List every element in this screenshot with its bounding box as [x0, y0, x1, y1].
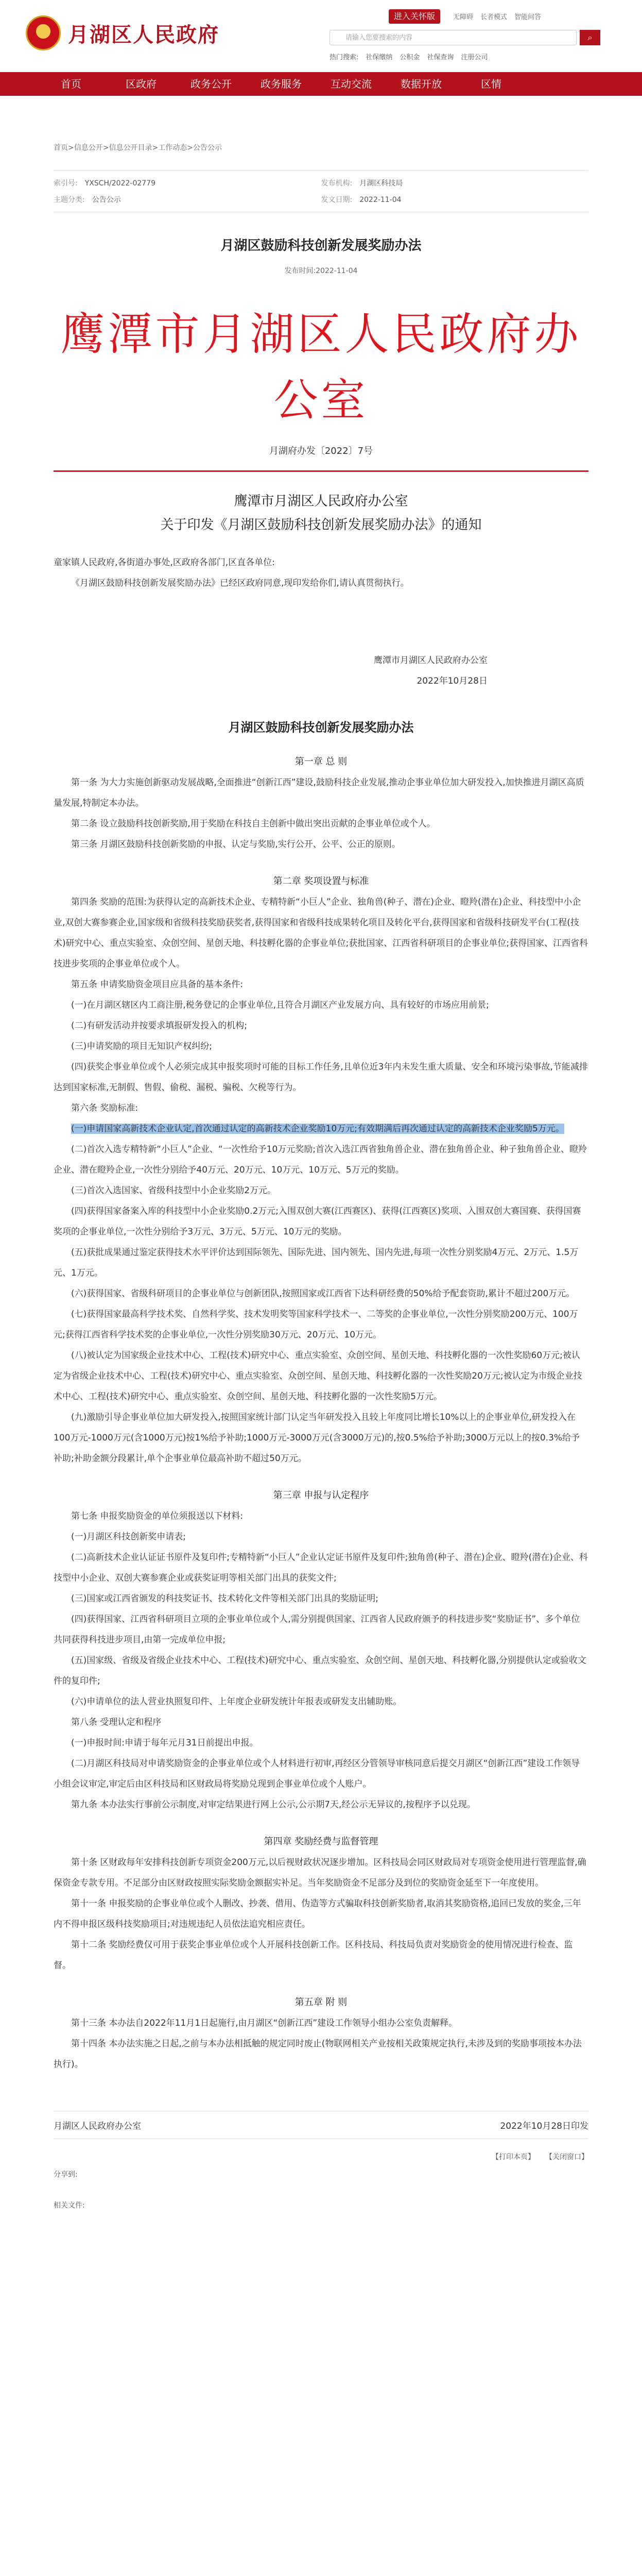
paragraph: 第二条 设立鼓励科技创新奖励,用于奖励在科技自主创新中做出突出贡献的企事业单位或个人。 — [71, 819, 436, 829]
search-input[interactable]: 请输入您要搜索的内容 — [329, 30, 577, 45]
paragraph: 第十二条 奖励经费仅可用于获奖企事业单位或个人开展科技创新工作。区科技局、科技局负责对奖励资金的使用情况进行检查、监督。 — [54, 1940, 573, 1971]
meta-label: 发布机构: — [321, 179, 353, 188]
paragraph: (四)获奖企事业单位或个人必须完成其申报奖项时可能的目标工作任务,且单位近3年内未发生重大质量、安全和环境污染事故,节能减排达到国家标准,无制假、售假、偷税、漏税、骗税、欠税等行为。 — [54, 1062, 588, 1093]
paragraph: (二)月湖区科技局对申请奖励资金的企事业单位或个人材料进行初审,再经区分管领导审核同意后提交月湖区“创新江西”建设工作领导小组会议审定,审定后由区科技局和区财政局将奖励兑现到企事业单位或个人账户。 — [54, 1758, 580, 1789]
rules-title: 月湖区鼓励科技创新发展奖励办法 — [228, 720, 414, 735]
notice-title-line: 关于印发《月湖区鼓励科技创新发展奖励办法》的通知 — [160, 517, 482, 533]
hot-link[interactable]: 注册公司 — [461, 54, 488, 61]
print-footer — [54, 2111, 588, 2139]
document-number: 月湖府办发〔2022〕7号 — [269, 446, 373, 456]
site-title: 月湖区人民政府 — [68, 23, 219, 47]
greeting: 童家镇人民政府,各街道办事处,区政府各部门,区直各单位: — [54, 557, 275, 568]
hot-link[interactable]: 社保缴纳 — [366, 54, 393, 61]
paragraph: 第九条 本办法实行事前公示制度,对审定结果进行网上公示,公示期7天,经公示无异议的,按程序予以兑现。 — [71, 1800, 476, 1810]
nav-service[interactable]: 政务服务 — [261, 78, 302, 90]
paragraph: 第十条 区财政每年安排科技创新专项资金200万元,以后视财政状况逐步增加。区科技局会同区财政局对专项资金使用进行管理监督,确保资金专款专用。不足部分由区财政按照实际奖励金额据实补足。当年奖励资金不足部分及到位的奖励资金延至下一年度使用。 — [54, 1857, 586, 1888]
red-divider — [54, 470, 588, 472]
page-title: 月湖区鼓励科技创新发展奖励办法 — [220, 238, 422, 253]
paragraph: 第四条 奖励的范围:为获得认定的高新技术企业、专精特新“小巨人”企业、独角兽(种子、潜在)企业、瞪羚(潜在)企业、科技型中小企业,双创大赛参赛企业,国家级和省级科技奖励获奖者,获得国家和省级科技成果转化项目及转化平台,获得国家和省级科技研发平台(工程(技术)研究中心、重点实验室、众创空间、星创天地、科技孵化器的企事业单位;获批国家、江西省科研项目的企事业单位;获得国家、江西省科技进步奖项的企事业单位或个人。 — [54, 897, 588, 969]
page-tools — [54, 2151, 588, 2162]
accessibility-link[interactable]: 无障碍 — [453, 13, 474, 21]
paragraph: 第七条 申报奖励资金的单位须报送以下材料: — [71, 1511, 244, 1521]
paragraph: (八)被认定为国家级企业技术中心、工程(技术)研究中心、重点实验室、众创空间、星创天地、科技孵化器的一次性奖励60万元;被认定为省级企业技术中心、工程(技术)研究中心、重点实验室、众创空间、星创天地、科技孵化器的一次性奖励20万元;被认定为市级企业技术中心、工程(技术)研究中心、重点实验室、众创空间、星创天地、科技孵化器的一次性奖励5万元。 — [54, 1350, 582, 1402]
nav-interact[interactable]: 互动交流 — [331, 78, 372, 90]
paragraph: 第三条 月湖区鼓励科技创新奖励的申报、认定与奖励,实行公开、公平、公正的原则。 — [71, 839, 401, 850]
site-header — [0, 0, 642, 72]
paragraph: (一)申报时间:申请于每年元月31日前提出申报。 — [71, 1738, 258, 1748]
paragraph: (五)获批成果通过鉴定获得技术水平评价达到国际领先、国际先进、国内领先、国内先进,每项一次性分别奖励4万元、2万元、1.5万元、1万元。 — [54, 1247, 579, 1278]
paragraph: (五)国家级、省级及省级企业技术中心、工程(技术)研究中心、重点实验室、众创空间、星创天地、科技孵化器,分别提供认定或验收文件的复印件; — [54, 1655, 586, 1686]
highlighted-paragraph: (一)申请国家高新技术企业认定,首次通过认定的高新技术企业奖励10万元;有效期满后再次通过认定的高新技术企业奖励5万元。 — [71, 1124, 564, 1134]
paragraph: (六)获得国家、省级科研项目的企事业单位与创新团队,按照国家或江西省下达科研经费的50%给予配套资助,累计不超过200万元。 — [71, 1289, 575, 1299]
notice-title-line: 鹰潭市月湖区人民政府办公室 — [234, 494, 408, 509]
print-page-button[interactable]: 【打印本页】 — [492, 2153, 535, 2161]
chapter-heading: 第二章 奖项设置与标准 — [273, 876, 369, 887]
print-date: 2022年10月28日印发 — [500, 2121, 588, 2131]
paragraph: 第十四条 本办法实施之日起,之前与本办法相抵触的规定同时废止(物联网相关产业按相关政策规定执行,未涉及到的奖励事项按本办法执行)。 — [54, 2039, 582, 2070]
paragraph: (三)国家或江西省颁发的科技奖证书、技术转化文件等相关部门出具的奖励证明; — [71, 1594, 378, 1604]
nav-home[interactable]: 首页 — [61, 78, 81, 90]
top-links — [453, 11, 541, 21]
meta-value: 月湖区科技局 — [359, 179, 403, 188]
paragraph: (六)申请单位的法人营业执照复印件、上年度企业研发统计年报表或研发支出辅助账。 — [71, 1697, 402, 1707]
sign-org: 鹰潭市月湖区人民政府办公室 — [374, 655, 488, 666]
document-meta — [54, 170, 588, 212]
paragraph: (三)首次入选国家、省级科技型中小企业奖励2万元。 — [71, 1185, 276, 1196]
paragraph: (九)激励引导企事业单位加大研发投入,按照国家统计部门认定当年研发投入且较上年度同比增长10%以上的企事业单位,研发投入在100万元-1000万元(含1000万元)按1%给予补助;1000万元-3000万元(含3000万元)的,按0.5%给予补助;3000万元以上的按0.3%给予补助;补助金额分段累计,单个企事业单位最高补助不超过50万元。 — [54, 1412, 580, 1464]
red-header-title: 鹰潭市月湖区人民政府办公室 — [60, 309, 582, 426]
paragraph: (一)在月湖区辖区内工商注册,税务登记的企事业单位,且符合月湖区产业发展方向、具有较好的市场应用前景; — [71, 1000, 489, 1010]
close-window-button[interactable]: 【关闭窗口】 — [545, 2153, 588, 2161]
hot-link[interactable]: 社保查询 — [427, 54, 454, 61]
nav-gov[interactable]: 区政府 — [126, 78, 157, 90]
paragraph: (三)申请奖励的项目无知识产权纠纷; — [71, 1041, 212, 1052]
paragraph: (二)高新技术企业认证证书原件及复印件;专精特新“小巨人”企业认定证书原件及复印件;独角兽(种子、潜在)企业、瞪羚(潜在)企业、科技型中小企业、双创大赛参赛企业或获奖证明等相关部门出具的获奖文件; — [54, 1552, 588, 1583]
chapter-heading: 第三章 申报与认定程序 — [273, 1490, 369, 1501]
intro-paragraph: 《月湖区鼓励科技创新发展奖励办法》已经区政府同意,现印发给你们,请认真贯彻执行。 — [71, 578, 409, 588]
national-emblem-icon — [26, 15, 61, 50]
hot-search-label: 热门搜索: — [329, 54, 359, 61]
chapter-heading: 第五章 附 则 — [294, 1997, 348, 2008]
paragraph: 第一条 为大力实施创新驱动发展战略,全面推进“创新江西”建设,鼓励科技企业发展,推动企事业单位加大研发投入,加快推进月湖区高质量发展,特制定本办法。 — [54, 777, 584, 808]
site-logo[interactable] — [26, 15, 219, 50]
paragraph: 第十三条 本办法自2022年11月1日起施行,由月湖区“创新江西”建设工作领导小组办公室负责解释。 — [71, 2018, 458, 2028]
paragraph: (四)获得国家备案入库的科技型中小企业奖励0.2万元;入围双创大赛(江西赛区)、获得(江西赛区)奖项、入围双创大赛国赛、获得国赛奖项的企事业单位,一次性分别给予3万元、3万元、5万元、10万元的奖励。 — [54, 1206, 581, 1237]
paragraph: (七)获得国家最高科学技术奖、自然科学奖、技术发明奖等国家科学技术一、二等奖的企事业单位,一次性分别奖励200万元、100万元;获得江西省科学技术奖的企事业单位,一次性分别奖励30万元、20万元、10万元。 — [54, 1309, 578, 1340]
meta-label: 索引号: — [54, 179, 78, 188]
meta-value: 公告公示 — [92, 196, 121, 204]
hot-link[interactable]: 公积金 — [400, 54, 420, 61]
hot-search-links — [329, 52, 488, 61]
nav-data[interactable]: 数据开放 — [401, 78, 442, 90]
meta-label: 发文日期: — [321, 196, 353, 204]
paragraph: (二)首次入选专精特新“小巨人”企业、“一次性给予10万元奖励;首次入选江西省独角兽企业、潜在独角兽企业、种子独角兽企业、瞪羚企业、潜在瞪羚企业,一次性分别给予40万元、20万元、10万元、10万元、5万元的奖励。 — [54, 1144, 587, 1175]
chapter-heading: 第四章 奖励经费与监督管理 — [264, 1836, 378, 1847]
meta-value: YXSCH/2022-02779 — [84, 179, 155, 188]
chapter-heading: 第一章 总 则 — [294, 756, 348, 767]
paragraph: (二)有研发活动并按要求填报研发投入的机构; — [71, 1021, 247, 1031]
paragraph: (四)获得国家、江西省科研项目立项的企事业单位或个人,需分别提供国家、江西省人民政府颁予的科技进步奖“奖励证书”、多个单位共同获得科技进步项目,由第一完成单位申报; — [54, 1614, 580, 1645]
nav-public[interactable]: 政务公开 — [190, 78, 232, 90]
care-mode-button[interactable]: 进入关怀版 — [389, 9, 440, 24]
main-nav — [0, 72, 642, 96]
meta-value: 2022-11-04 — [359, 196, 402, 204]
sign-date: 2022年10月28日 — [417, 676, 488, 686]
paragraph: (一)月湖区科技创新奖申请表; — [71, 1532, 186, 1542]
search-icon[interactable]: ⌕ — [580, 30, 600, 45]
share-label: 分享到: — [54, 2171, 78, 2179]
related-files-label: 相关文件: — [54, 2201, 85, 2210]
meta-label: 主题分类: — [54, 196, 85, 204]
breadcrumb[interactable]: 首页>信息公开>信息公开目录>工作动态>公告公示 — [54, 144, 222, 152]
paragraph: 第六条 奖励标准: — [71, 1103, 138, 1113]
paragraph: 第十一条 申报奖励的企事业单位或个人删改、抄袭、借用、伪造等方式骗取科技创新奖励者,取消其奖励资格,追回已发放的奖金,三年内不得申报区级科技奖励项目;对违规违纪人员依法追究相应责任。 — [54, 1899, 581, 1929]
paragraph: 第五条 申请奖励资金项目应具备的基本条件: — [71, 979, 244, 990]
nav-district[interactable]: 区情 — [481, 78, 501, 90]
paragraph: 第八条 受理认定和程序 — [71, 1717, 162, 1727]
elder-mode-link[interactable]: 长者模式 — [480, 13, 508, 21]
smart-qa-link[interactable]: 智能问答 — [514, 13, 542, 21]
print-org: 月湖区人民政府办公室 — [54, 2121, 141, 2131]
publish-date: 发布时间:2022-11-04 — [284, 267, 358, 275]
